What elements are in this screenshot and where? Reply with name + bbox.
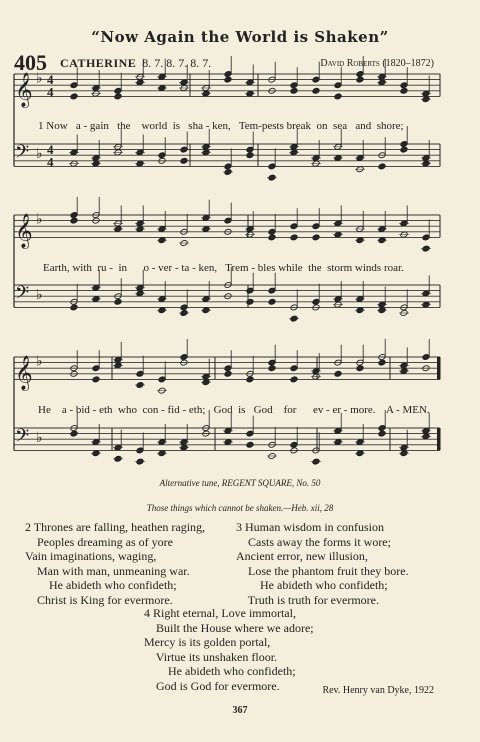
time-signature: 4 [47, 84, 54, 100]
key-flat-icon: ♭ [36, 353, 43, 370]
key-flat-icon: ♭ [36, 430, 43, 446]
verse-line: Ancient error, new illusion, [236, 549, 368, 564]
key-flat-icon: ♭ [36, 211, 43, 228]
page-number: 367 [232, 705, 248, 716]
verse-line: Built the House where we adore; [144, 620, 314, 635]
treble-clef-icon: 𝄞 [15, 355, 33, 391]
text-author: Rev. Henry van Dyke, 1922 [322, 685, 434, 696]
bass-clef-icon: 𝄢 [15, 282, 30, 308]
hymn-title: “Now Again the World is Shaken” [91, 28, 389, 46]
hymn-number: 405 [14, 50, 47, 75]
treble-clef-icon: 𝄞 [15, 72, 33, 108]
final-bar [437, 357, 440, 379]
key-flat-icon: ♭ [36, 287, 43, 303]
verse-line: Peoples dreaming as of yore [25, 534, 173, 549]
verse-line: Casts away the forms it wore; [236, 534, 391, 549]
time-signature: 4 [47, 142, 54, 158]
alternative-tune-note: Alternative tune, REGENT SQUARE, No. 50 [159, 478, 321, 488]
time-signature: 4 [47, 154, 54, 170]
final-bar [437, 428, 440, 450]
verse-4 [144, 606, 314, 694]
verse-3 [236, 520, 409, 608]
verse-line: Truth is truth for evermore. [236, 592, 379, 607]
verse-line: He abideth who confideth; [25, 578, 177, 593]
verse-line: Mercy is its golden portal, [144, 635, 271, 650]
verse-line: God is God for evermore. [144, 678, 280, 693]
verse-line: 2 Thrones are falling, heathen raging, [25, 520, 206, 534]
meter: 8. 7. 8. 7. 8. 7. [142, 56, 212, 70]
lyrics-line-2: Earth, with ru - in o - ver - ta - ken, Trem - bles while the storm winds roar. [43, 262, 404, 274]
verse-line: Virtue its unshaken floor. [144, 649, 278, 664]
verse-line: Lose the phantom fruit they bore. [236, 563, 409, 578]
verse-line: 3 Human wisdom in confusion [236, 520, 384, 534]
lyrics-line-1: 1 Now a - gain the world is sha - ken, Tem-pests break on sea and shore; [38, 120, 404, 132]
bass-clef-icon: 𝄢 [15, 141, 30, 167]
verse-line: Man with man, unmeaning war. [25, 563, 190, 578]
verse-line: Christ is King for evermore. [25, 592, 173, 607]
lyrics-line-3: He a - bid - eth who con - fid - eth; God is God for ev - er - more. A - MEN. [38, 404, 430, 416]
composer: David Roberts (1820–1872) [320, 58, 434, 69]
key-flat-icon: ♭ [36, 146, 43, 162]
treble-clef-icon: 𝄞 [15, 213, 33, 249]
bass-clef-icon: 𝄢 [15, 425, 30, 451]
verse-line: 4 Right eternal, Love immortal, [144, 606, 296, 620]
time-signature: 4 [47, 72, 54, 88]
tune-name: CATHERINE [60, 56, 137, 70]
verse-2 [25, 520, 205, 608]
verse-line: He abideth who confideth; [144, 664, 296, 679]
scripture-reference: Those things which cannot be shaken.—Heb. xii, 28 [146, 503, 334, 513]
key-flat-icon: ♭ [36, 70, 43, 87]
verse-line: Vain imaginations, waging, [25, 549, 157, 564]
verse-line: He abideth who confideth; [236, 578, 388, 593]
